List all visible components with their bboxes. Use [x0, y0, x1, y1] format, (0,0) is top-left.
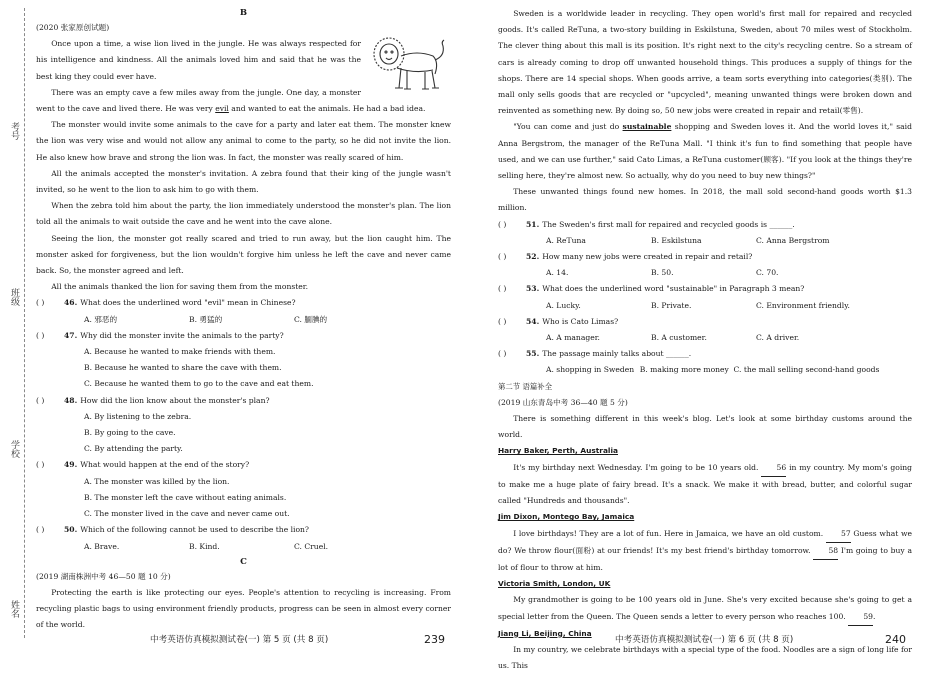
option-c[interactable]: C. the mall selling second-hand goods	[733, 365, 880, 375]
blog-author: Jim Dixon, Montego Bay, Jamaica	[498, 512, 635, 522]
answer-bracket[interactable]: ( )	[36, 460, 45, 470]
lion-icon	[367, 34, 447, 94]
lion-illustration	[367, 34, 447, 94]
question-50-options	[36, 539, 451, 555]
blog-entry: My grandmother is going to be 100 years old in June. She's very excited because she's going to get a special letter from the Queen. The Queen sends a letter to every person who reaches 100. 59.	[498, 592, 912, 625]
margin-label-exam-number: 考号	[9, 122, 19, 140]
blank-56[interactable]: 56	[761, 460, 786, 477]
blank-57[interactable]: 57	[826, 526, 851, 543]
option-a[interactable]: A. Because he wanted to make friends with them.	[84, 347, 276, 357]
answer-bracket[interactable]: ( )	[498, 349, 507, 359]
option-a[interactable]: A. shopping in Sweden	[546, 365, 635, 375]
option-c[interactable]: C. Because he wanted them to go to the cave and eat them.	[84, 379, 314, 389]
page-footer-left: 中考英语仿真模拟测试卷(一) 第 5 页 (共 8 页)	[150, 635, 329, 645]
question-55: ( ) 55. The passage mainly talks about ______.	[498, 346, 912, 362]
blank-59[interactable]: 59	[848, 609, 873, 626]
answer-bracket[interactable]: ( )	[36, 298, 45, 308]
option-c[interactable]: C. A driver.	[756, 333, 800, 343]
question-54-options	[498, 330, 912, 346]
blog-intro: There is something different in this week's blog. Let's look at some birthday customs around the world.	[498, 414, 912, 440]
option-c[interactable]: C. Environment friendly.	[756, 300, 850, 310]
option-b[interactable]: B. making more money	[639, 365, 729, 375]
option-b[interactable]: B. 50.	[651, 268, 674, 278]
question-52: ( ) 52. How many new jobs were created in repair and retail?	[498, 249, 912, 265]
answer-bracket[interactable]: ( )	[498, 316, 507, 326]
blog-entry: I love birthdays! They are a lot of fun. Here in Jamaica, we have an old custom. 57 Guess what we do? We throw flour(面粉) at our friends! It's my best friend's birthday tomorrow. 58 I'm going to buy a lot of flour to throw at him.	[498, 526, 912, 577]
blog-entry: It's my birthday next Wednesday. I'm going to be 10 years old. 56 in my country. My mom's going to make me a huge plate of fairy bread. It's a snack. We make it with bread, butter, and colorful sugar called "Hundreds and thousands".	[498, 460, 912, 510]
section-c-heading: C	[240, 556, 247, 567]
passage-c-paragraph: These unwanted things found new homes. In 2018, the mall sold second-hand goods worth $1.3 million.	[498, 187, 912, 213]
answer-bracket[interactable]: ( )	[498, 219, 507, 229]
option-b[interactable]: B. 勇猛的	[189, 314, 223, 324]
option-a[interactable]: A. Lucky.	[546, 300, 581, 310]
passage-b-paragraph: When the zebra told him about the party, the lion immediately understood the monster's plan. The lion told all the animals to wait outside the cave and he went into the cave alone.	[36, 201, 451, 227]
option-a[interactable]: A. A manager.	[546, 333, 600, 343]
question-55-options	[498, 362, 912, 378]
section-c-source: (2019 湖南株洲中考 46—50 题 10 分)	[36, 571, 171, 581]
question-50: ( ) 50. Which of the following cannot be used to describe the lion?	[36, 522, 451, 538]
blog-author: Victoria Smith, London, UK	[498, 579, 611, 589]
option-a[interactable]: A. ReTuna	[546, 235, 586, 245]
answer-bracket[interactable]: ( )	[498, 284, 507, 294]
answer-bracket[interactable]: ( )	[498, 252, 507, 262]
question-46: ( ) 46. What does the underlined word "evil" mean in Chinese?	[36, 295, 451, 311]
question-54: ( ) 54. Who is Cato Limas?	[498, 314, 912, 330]
option-b[interactable]: B. A customer.	[651, 333, 707, 343]
section-b-source: (2020 张家原创试题)	[36, 23, 110, 32]
question-51-options	[498, 233, 912, 249]
passage-c-paragraph: Sweden is a worldwide leader in recycling. They open world's first mall for repaired and recycled goods. It's called ReTuna, a two-story building in Eskilstuna, Sweden, about 70 miles west of Stockholm. The clever thing about this mall is its position. It's right next to the city's recycling centre. So a stream of cars is already coming to drop off unwanted household things. This produces a supply of things for the shops. There are 14 special shops. When goods arrive, a team sorts everything into categories(类别). The mall only sells goods that are recycled or "upcycled", meaning unwanted things were broken down and reinvented as something new. By doing so, 50 new jobs were created in repair and retail(零售).	[498, 9, 912, 116]
question-53-options	[498, 298, 912, 314]
page-number-right: 240	[885, 633, 906, 646]
passage-c-paragraph: Protecting the earth is like protecting our eyes. People's attention to recycling is increasing. From recycling plastic bags to using environment friendly products, progress can be seen in almost every corner of the world.	[36, 587, 451, 630]
blog-author: Jiang Li, Beijing, China	[498, 628, 592, 638]
margin-label-class: 班级	[9, 288, 19, 306]
section-2-title: 第二节 语篇补全	[498, 381, 553, 391]
margin-label-name: 姓名	[9, 600, 19, 618]
page-number-left: 239	[424, 633, 445, 646]
underlined-word-evil: evil	[215, 104, 229, 114]
option-b[interactable]: B. Kind.	[189, 541, 220, 551]
question-48: ( ) 48. How did the lion know about the monster's plan?	[36, 393, 451, 409]
option-a[interactable]: A. 邪恶的	[84, 314, 118, 324]
option-a[interactable]: A. Brave.	[84, 541, 120, 551]
option-b[interactable]: B. Private.	[651, 300, 692, 310]
question-51: ( ) 51. The Sweden's first mall for repaired and recycled goods is ______.	[498, 217, 912, 233]
answer-bracket[interactable]: ( )	[36, 525, 45, 535]
left-page	[36, 6, 451, 634]
blank-58[interactable]: 58	[813, 543, 838, 560]
passage-b-paragraph: Once upon a time, a wise lion lived in the jungle. He was always respected for his intelligence and kindness. All the animals loved him and said that he was the best king they could ever have.	[36, 39, 361, 81]
margin-label-school: 学校	[9, 440, 19, 458]
passage-b-paragraph: There was an empty cave a few miles away from the jungle. One day, a monster went to the cave and lived there. He was very evil and wanted to eat the animals. He had a bad idea.	[36, 87, 426, 114]
answer-bracket[interactable]: ( )	[36, 395, 45, 405]
passage-c-paragraph: "You can come and just do sustainable shopping and Sweden loves it. And the world loves it," said Anna Bergstrom, the manager of the ReTuna Mall. "I think it's fun to find something that people have used, and we can use further," said Cato Limas, a ReTuna customer(顾客). "If you look at the things they're selling here, they're almost new. So actually, why do you need to buy new things?"	[498, 122, 912, 181]
option-b[interactable]: B. Because he wanted to share the cave with them.	[84, 363, 282, 373]
blog-entry: In my country, we celebrate birthdays with a special type of the food. Noodles are a sign of long life for us. This	[498, 644, 912, 671]
passage-b-paragraph: All the animals accepted the monster's invitation. A zebra found that their king of the jungle wasn't invited, so he went to the lion to ask him to go with them.	[36, 168, 451, 195]
question-49: ( ) 49. What would happen at the end of the story?	[36, 457, 451, 473]
option-a[interactable]: A. 14.	[546, 268, 569, 278]
section-2-source: (2019 山东青岛中考 36—40 题 5 分)	[498, 397, 628, 407]
section-b-heading: B	[239, 8, 248, 18]
option-b[interactable]: B. The monster left the cave without eating animals.	[84, 492, 287, 502]
option-c[interactable]: C. The monster lived in the cave and never came out.	[84, 509, 290, 519]
question-53: ( ) 53. What does the underlined word "sustainable" in Paragraph 3 mean?	[498, 281, 912, 297]
binding-cut-line	[24, 8, 25, 638]
option-a[interactable]: A. By listening to the zebra.	[84, 411, 192, 421]
question-52-options	[498, 265, 912, 281]
question-47: ( ) 47. Why did the monster invite the animals to the party?	[36, 328, 451, 344]
option-c[interactable]: C. 70.	[756, 268, 779, 278]
passage-b-paragraph: Seeing the lion, the monster got really scared and tried to run away, but the lion caught him. The monster asked for forgiveness, but the lion wouldn't forgive him unless he left the cave and never came back. So, the monster agreed and left.	[36, 233, 451, 276]
option-c[interactable]: C. Cruel.	[294, 541, 329, 551]
option-c[interactable]: C. By attending the party.	[84, 444, 183, 454]
underlined-word-sustainable: sustainable	[622, 122, 672, 132]
option-c[interactable]: C. 腼腆的	[294, 314, 328, 324]
option-b[interactable]: B. By going to the cave.	[84, 428, 176, 438]
page-footer-right: 中考英语仿真模拟测试卷(一) 第 6 页 (共 8 页)	[615, 635, 794, 645]
passage-b-paragraph: All the animals thanked the lion for saving them from the monster.	[51, 282, 308, 292]
option-b[interactable]: B. Eskilstuna	[651, 235, 702, 245]
right-page	[498, 6, 912, 674]
question-46-options	[36, 312, 451, 328]
option-c[interactable]: C. Anna Bergstrom	[756, 235, 830, 245]
blog-author: Harry Baker, Perth, Australia	[498, 446, 618, 456]
answer-bracket[interactable]: ( )	[36, 330, 45, 340]
option-a[interactable]: A. The monster was killed by the lion.	[84, 476, 230, 486]
passage-b-paragraph: The monster would invite some animals to the cave for a party and later eat them. The monster knew the lion was very wise and would not allow any animal to come to the party, so he did not invite the lion. He also knew how brave and strong the lion was. In fact, the monster was really scared of him.	[36, 120, 451, 162]
binding-margin	[0, 0, 28, 651]
